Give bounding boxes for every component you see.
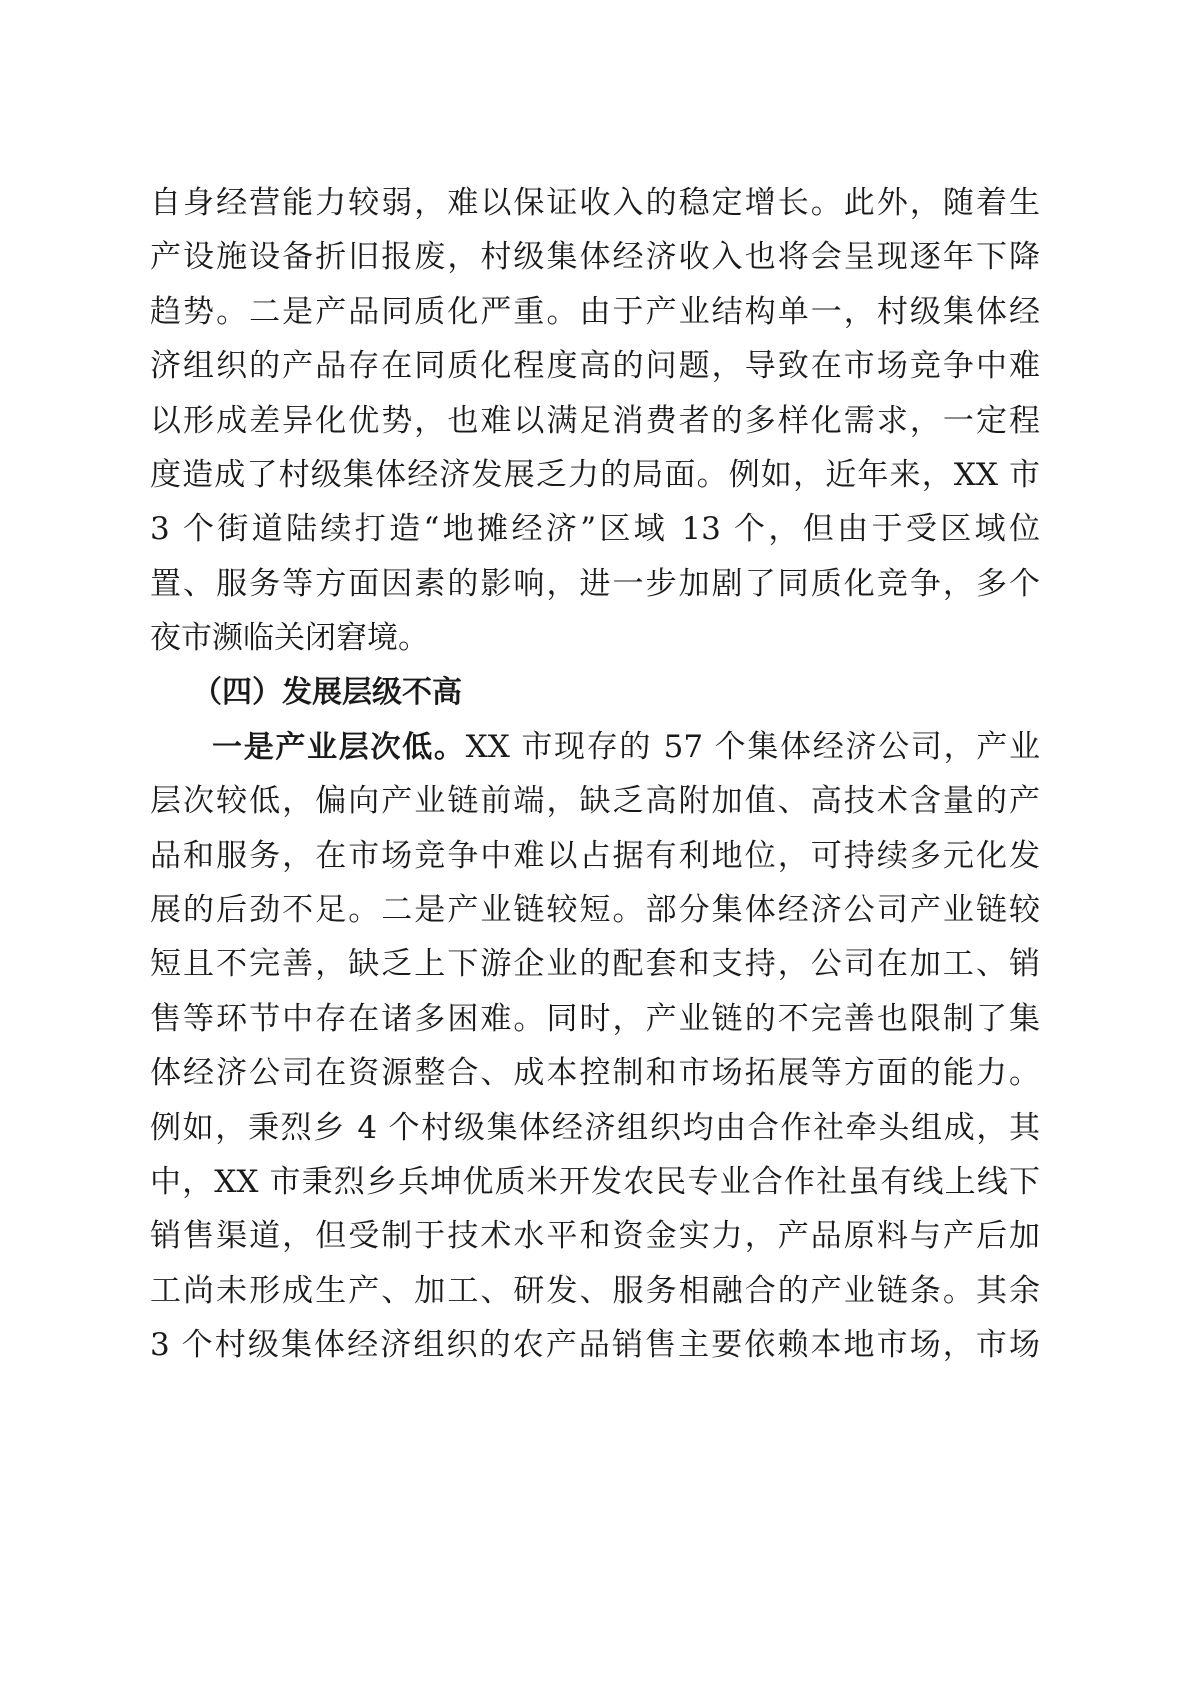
paragraph-lead: 一是产业层次低。 (212, 729, 466, 765)
text-line: 展的后劲不足。二是产业链较短。部分集体经济公司产业链较 (150, 892, 1040, 929)
text-line: 例如，秉烈乡 4 个村级集体经济组织均由合作社牵头组成，其 (150, 1109, 1040, 1146)
text-line: 济组织的产品存在同质化程度高的问题，导致在市场竞争中难 (150, 348, 1040, 385)
text-line: 趋势。二是产品同质化严重。由于产业结构单一，村级集体经 (150, 293, 1040, 330)
text-line-first (150, 720, 1040, 774)
text-line: 销售渠道，但受制于技术水平和资金实力，产品原料与产后加 (150, 1218, 1040, 1255)
text-line: 中，XX 市秉烈乡兵坤优质米开发农民专业合作社虽有线上线下 (150, 1164, 1040, 1201)
paragraph-1 (150, 176, 1040, 666)
text-line: 工尚未形成生产、加工、研发、服务相融合的产业链条。其余 (150, 1272, 1040, 1309)
text-line: 体经济公司在资源整合、成本控制和市场拓展等方面的能力。 (150, 1055, 1040, 1092)
text-line: 夜市濒临关闭窘境。 (150, 620, 429, 657)
text-line: 层次较低，偏向产业链前端，缺乏高附加值、高技术含量的产 (150, 783, 1040, 820)
text-line: 品和服务，在市场竞争中难以占据有利地位，可持续多元化发 (150, 837, 1040, 874)
text-line: 置、服务等方面因素的影响，进一步加剧了同质化竞争，多个 (150, 565, 1040, 602)
document-body (150, 176, 1040, 1373)
text-line: 售等环节中存在诸多困难。同时，产业链的不完善也限制了集 (150, 1000, 1040, 1037)
section-heading: （四）发展层级不高 (192, 674, 462, 710)
text-line: 3 个村级集体经济组织的农产品销售主要依赖本地市场，市场 (150, 1327, 1040, 1364)
paragraph-2 (150, 720, 1040, 1373)
text-line: 短且不完善，缺乏上下游企业的配套和支持，公司在加工、销 (150, 946, 1040, 983)
text-line: 产设施设备折旧报废，村级集体经济收入也将会呈现逐年下降 (150, 239, 1040, 276)
text-line: 以形成差异化优势，也难以满足消费者的多样化需求，一定程 (150, 402, 1040, 439)
text-line: 3 个街道陆续打造“地摊经济”区域 13 个，但由于受区域位 (150, 511, 1040, 548)
text-line: 自身经营能力较弱，难以保证收入的稳定增长。此外，随着生 (150, 185, 1040, 221)
text-line: 度造成了村级集体经济发展乏力的局面。例如，近年来，XX 市 (150, 456, 1040, 493)
paragraph-lead-rest: XX 市现存的 57 个集体经济公司，产业 (465, 728, 1040, 765)
